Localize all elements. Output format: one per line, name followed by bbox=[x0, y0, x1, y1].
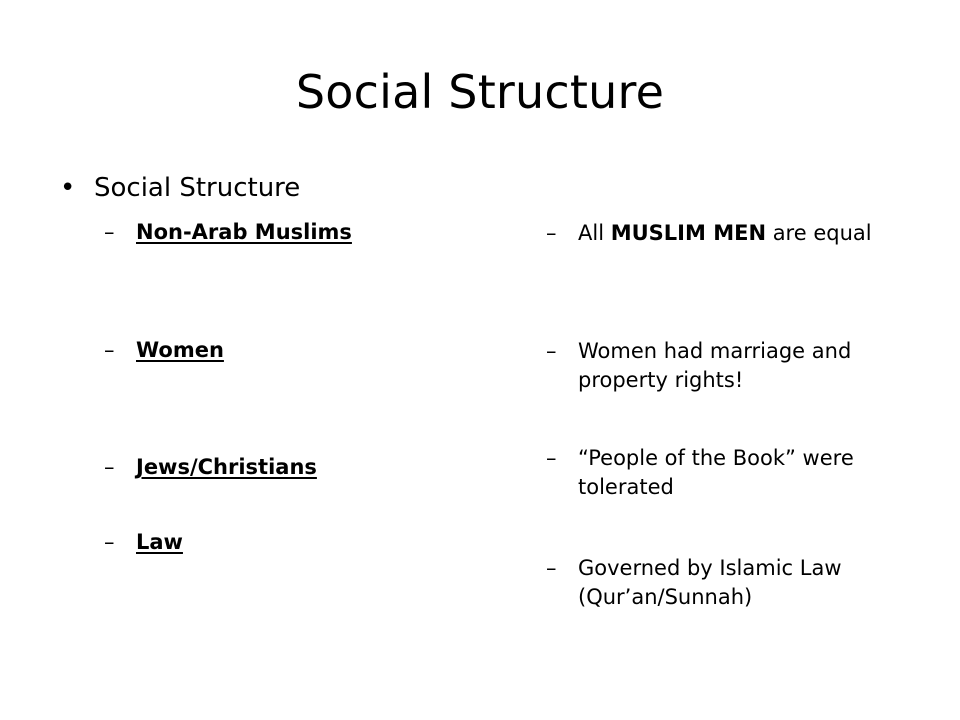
dash-marker: – bbox=[546, 446, 557, 470]
right-item-text: “People of the Book” were tolerated bbox=[578, 446, 854, 499]
dash-marker: – bbox=[104, 220, 115, 244]
bullet-marker: • bbox=[60, 173, 76, 203]
dash-marker: – bbox=[104, 338, 115, 362]
dash-marker: – bbox=[104, 455, 115, 479]
right-item-emphasis: MUSLIM MEN bbox=[610, 221, 767, 245]
left-item-label: Law bbox=[136, 530, 183, 554]
right-item-text bbox=[578, 219, 918, 248]
left-item-label: Women bbox=[136, 338, 224, 362]
left-item-label: Non-Arab Muslims bbox=[136, 220, 352, 244]
main-bullet-text: Social Structure bbox=[94, 173, 301, 203]
left-item-label: Jews/Christians bbox=[136, 455, 317, 479]
dash-marker: – bbox=[546, 339, 557, 363]
right-item-text: Governed by Islamic Law (Qur’an/Sunnah) bbox=[578, 556, 842, 609]
dash-marker: – bbox=[546, 556, 557, 580]
right-item-text-part: All bbox=[578, 221, 611, 245]
dash-marker: – bbox=[104, 530, 115, 554]
right-item-text-part: are equal bbox=[766, 221, 872, 245]
main-bullet bbox=[60, 170, 300, 206]
dash-marker: – bbox=[546, 221, 557, 245]
right-item-text: Women had marriage and property rights! bbox=[578, 339, 852, 392]
slide-title: Social Structure bbox=[295, 65, 665, 119]
